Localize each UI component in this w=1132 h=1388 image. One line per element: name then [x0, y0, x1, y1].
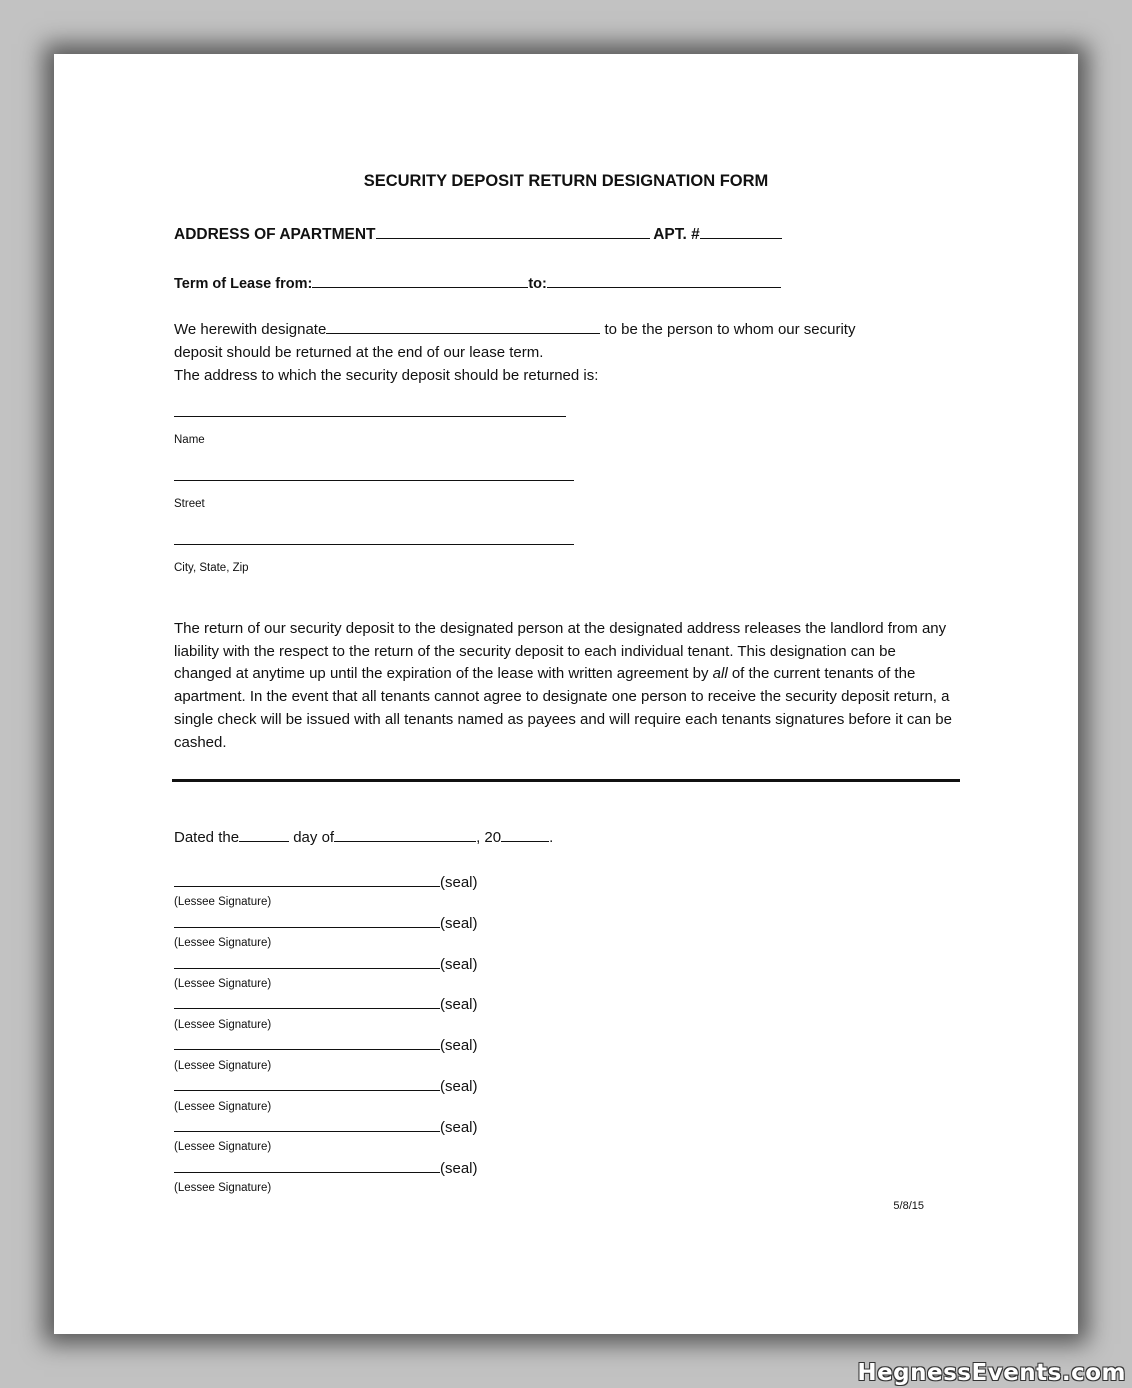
name-label: Name: [174, 434, 205, 446]
dated-prefix: Dated the: [174, 829, 240, 846]
signature-row: [174, 1078, 478, 1095]
term-from-label: Term of Lease from:: [174, 276, 313, 292]
signature-field[interactable]: [174, 1119, 440, 1132]
signature-field[interactable]: [174, 1160, 440, 1173]
lessee-signature-label: (Lessee Signature): [174, 1019, 272, 1031]
signature-row: [174, 956, 478, 973]
designate-row: [174, 321, 855, 338]
release-paragraph: [174, 618, 954, 754]
apt-field[interactable]: [700, 226, 782, 239]
signature-field[interactable]: [174, 956, 440, 969]
lessee-signature-label: (Lessee Signature): [174, 1101, 272, 1113]
seal-label: (seal): [440, 1119, 478, 1136]
address-field[interactable]: [376, 226, 650, 239]
dated-row: [174, 829, 553, 846]
lessee-signature-label: (Lessee Signature): [174, 1182, 272, 1194]
seal-label: (seal): [440, 915, 478, 932]
signature-row: [174, 1037, 478, 1054]
designate-prefix: We herewith designate: [174, 321, 327, 338]
form-title: SECURITY DEPOSIT RETURN DESIGNATION FORM: [363, 172, 769, 190]
lessee-signature-label: (Lessee Signature): [174, 1141, 272, 1153]
signature-field[interactable]: [174, 996, 440, 1009]
seal-label: (seal): [440, 874, 478, 891]
seal-label: (seal): [440, 1078, 478, 1095]
lessee-signature-label: (Lessee Signature): [174, 1060, 272, 1072]
dated-month-field[interactable]: [334, 829, 476, 842]
revision-date: 5/8/15: [893, 1200, 924, 1212]
term-to-label: to:: [528, 276, 547, 292]
seal-label: (seal): [440, 956, 478, 973]
paragraph-text-1: The return of our security deposit to the designated person at the designated address releases the landlord from any liability with the respect to the return of the security deposit to each individual tenant. This designation can be changed at anytime up until the expiration of the lease with written agreement by: [174, 620, 947, 683]
paragraph-text-2: of the current tenants of the apartment. In the event that all tenants cannot agree to designate one person to receive the security deposit return, a single check will be issued with all tenants named as payees and will require each tenants signatures before it can be cashed.: [174, 665, 952, 751]
city-state-zip-field[interactable]: [174, 544, 574, 545]
dated-end: .: [549, 829, 554, 846]
designate-suffix: to be the person to whom our security: [604, 321, 856, 338]
lessee-signature-label: (Lessee Signature): [174, 978, 272, 990]
name-field[interactable]: [174, 416, 566, 417]
apt-label: APT. #: [653, 226, 700, 243]
signature-row: [174, 996, 478, 1013]
term-to-field[interactable]: [547, 275, 781, 288]
address-label: ADDRESS OF APARTMENT: [174, 226, 376, 243]
watermark-text: HegnessEvents.com: [857, 1360, 1126, 1386]
seal-label: (seal): [440, 1160, 478, 1177]
designee-field[interactable]: [326, 321, 600, 334]
lessee-signature-label: (Lessee Signature): [174, 896, 272, 908]
term-from-field[interactable]: [312, 275, 528, 288]
street-field[interactable]: [174, 480, 574, 481]
signature-row: [174, 874, 478, 891]
seal-label: (seal): [440, 1037, 478, 1054]
designate-line-2: deposit should be returned at the end of our lease term.: [174, 344, 544, 361]
signature-row: [174, 1160, 478, 1177]
dated-year-label: , 20: [476, 829, 502, 846]
address-row: [174, 226, 782, 244]
lease-term-row: [174, 275, 781, 292]
dated-day-label: day of: [293, 829, 335, 846]
dated-year-field[interactable]: [501, 829, 549, 842]
lessee-signature-label: (Lessee Signature): [174, 937, 272, 949]
street-label: Street: [174, 498, 205, 510]
signature-row: [174, 915, 478, 932]
signature-field[interactable]: [174, 1037, 440, 1050]
designate-line-3: The address to which the security deposit should be returned is:: [174, 367, 599, 384]
dated-day-field[interactable]: [239, 829, 289, 842]
seal-label: (seal): [440, 996, 478, 1013]
section-divider: [172, 779, 960, 782]
signature-field[interactable]: [174, 915, 440, 928]
document-page: [54, 54, 1078, 1334]
signature-row: [174, 1119, 478, 1136]
city-state-zip-label: City, State, Zip: [174, 562, 249, 574]
signature-field[interactable]: [174, 874, 440, 887]
paragraph-italic: all: [712, 665, 728, 683]
signature-field[interactable]: [174, 1078, 440, 1091]
